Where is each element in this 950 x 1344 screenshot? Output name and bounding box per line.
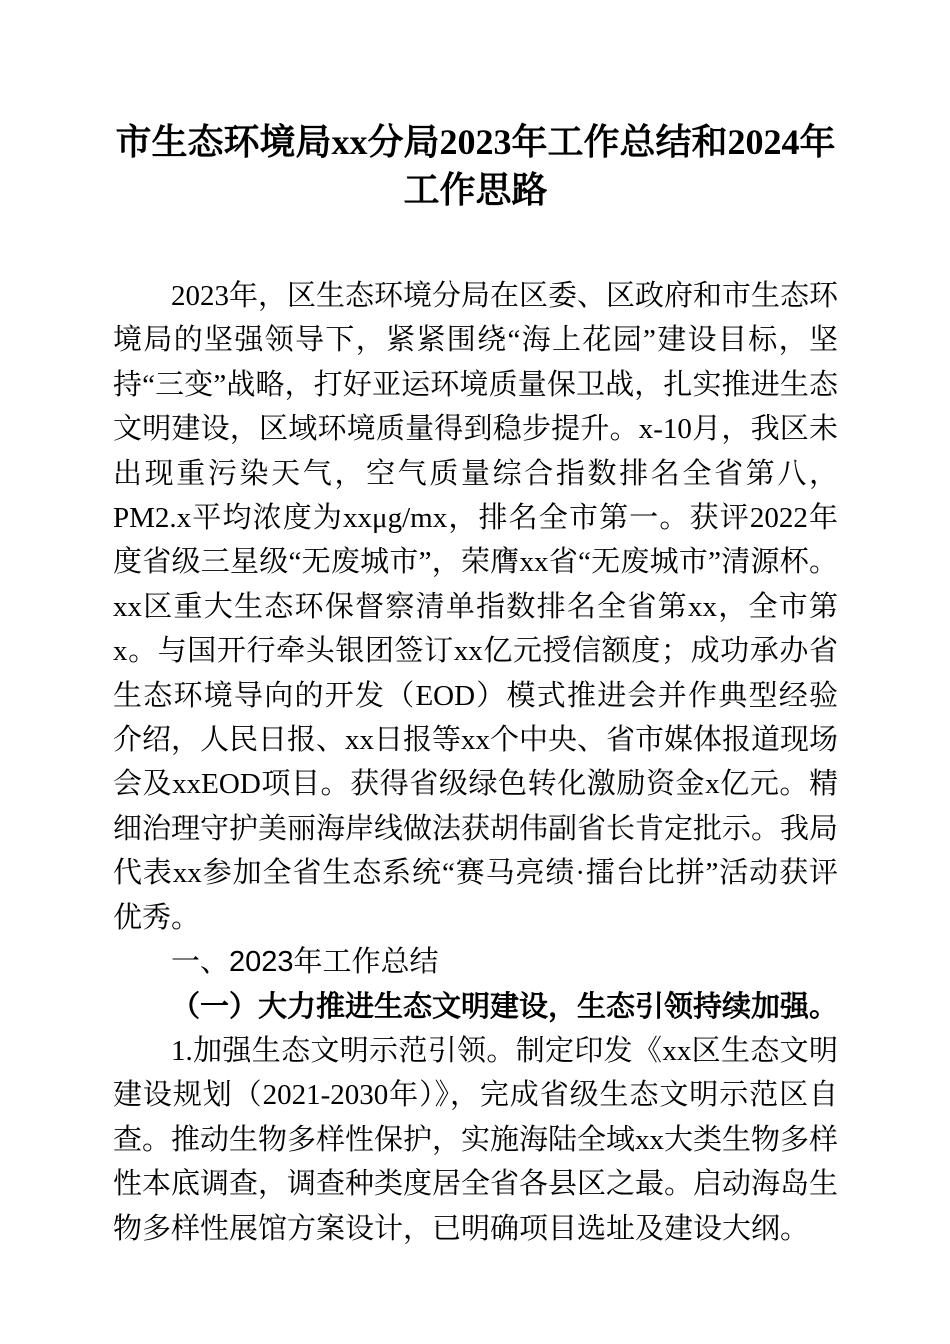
paragraph-eco-demonstration: 1.加强生态文明示范引领。制定印发《xx区生态文明建设规划（2021-2030年）》，完成省级生态文明示范区自查。推动生物多样性保护，实施海陆全域xx大类生物多样性本底调查，调查种类度居全省各县区之最。启动海岛生物多样性展馆方案设计，已明确项目选址及建设大纲。 [113,1034,839,1245]
document-body [113,274,838,1251]
section-heading-2023-work-summary: 一、2023年工作总结 [171,946,439,979]
subsection-heading-eco-civilization: （一）大力推进生态文明建设，生态引领持续加强。 [171,990,839,1023]
document-title: 市生态环境局xx分局2023年工作总结和2024年工作思路 [115,122,836,210]
paragraph-overview-2023: 2023年，区生态环境分局在区委、区政府和市生态环境局的坚强领导下，紧紧围绕“海上花园”建设目标，坚持“三变”战略，打好亚运环境质量保卫战，扎实推进生态文明建设，区域环境质量得到稳步提升。x-10月，我区未出现重污染天气，空气质量综合指数排名全省第八，PM2.x平均浓度为xxμg/mx，排名全市第一。获评2022年度省级三星级“无废城市”，荣膺xx省“无废城市”清源杯。xx区重大生态环保督察清单指数排名全省第xx，全市第x。与国开行牵头银团签订xx亿元授信额度；成功承办省生态环境导向的开发（EOD）模式推进会并作典型经验介绍，人民日报、xx日报等xx个中央、省市媒体报道现场会及xxEOD项目。获得省级绿色转化激励资金x亿元。精细治理守护美丽海岸线做法获胡伟副省长肯定批示。我局代表xx参加全省生态系统“赛马亮绩·擂台比拼”活动获评优秀。 [113,280,839,934]
